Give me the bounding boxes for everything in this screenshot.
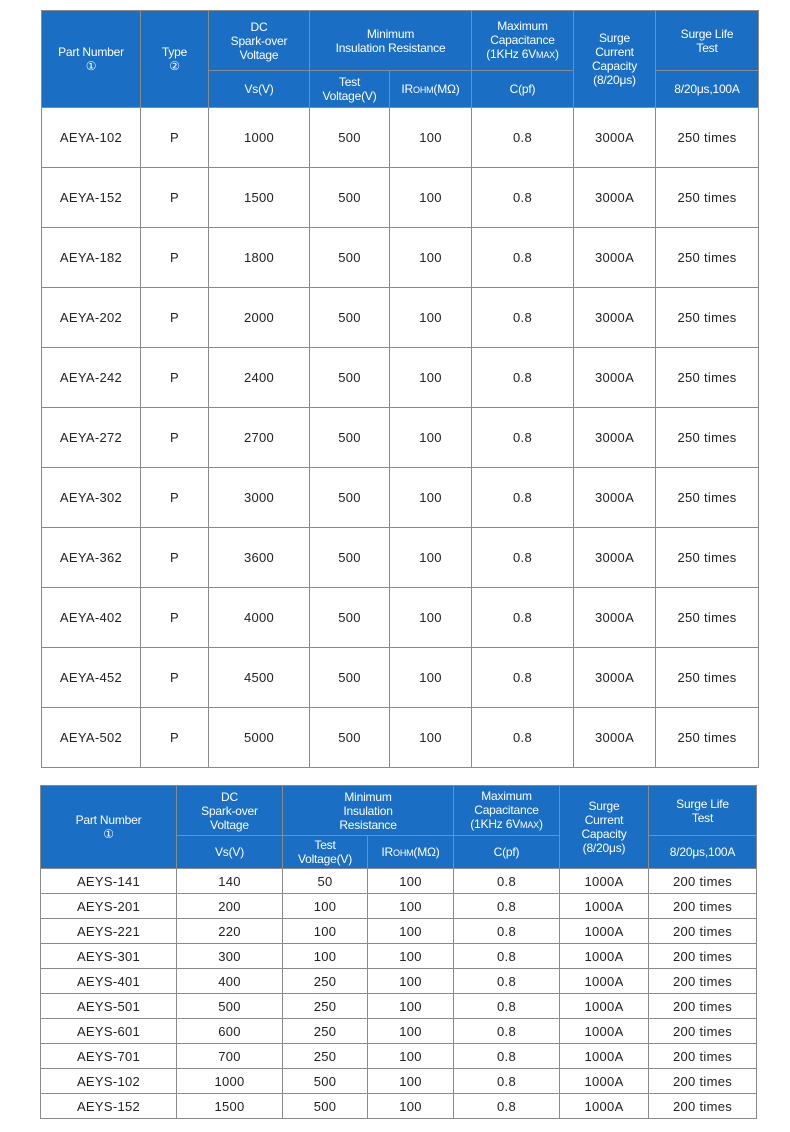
col-header-surge-life-cond: 8/20μs,100A bbox=[656, 71, 759, 108]
table-cell: 1800 bbox=[209, 228, 310, 288]
table-cell: 2700 bbox=[209, 408, 310, 468]
table-row bbox=[42, 648, 759, 708]
table-cell: 1000A bbox=[560, 1044, 649, 1069]
table-cell: 100 bbox=[283, 944, 368, 969]
table-cell: P bbox=[141, 228, 209, 288]
table-cell: AEYS-601 bbox=[41, 1019, 177, 1044]
table-cell: 3000A bbox=[574, 168, 656, 228]
table-cell: 200 times bbox=[649, 944, 757, 969]
table-cell: 200 times bbox=[649, 1019, 757, 1044]
table-cell: 0.8 bbox=[472, 468, 574, 528]
table-cell: 100 bbox=[368, 919, 454, 944]
table-cell: 4500 bbox=[209, 648, 310, 708]
table-cell: AEYS-102 bbox=[41, 1069, 177, 1094]
table-cell: 200 bbox=[177, 894, 283, 919]
table-row bbox=[41, 1044, 757, 1069]
table-cell: 0.8 bbox=[472, 528, 574, 588]
table-cell: 500 bbox=[310, 708, 390, 768]
col-header-part-number: Part Number ① bbox=[41, 786, 177, 869]
table-cell: AEYA-102 bbox=[42, 108, 141, 168]
table-cell: 250 times bbox=[656, 648, 759, 708]
table-cell: 400 bbox=[177, 969, 283, 994]
col-header-test-voltage: Test Voltage(V) bbox=[283, 836, 368, 869]
table-cell: 0.8 bbox=[454, 1094, 560, 1119]
table-cell: 1500 bbox=[209, 168, 310, 228]
table-cell: 100 bbox=[368, 969, 454, 994]
table-cell: AEYS-221 bbox=[41, 919, 177, 944]
table-cell: AEYA-152 bbox=[42, 168, 141, 228]
table-cell: AEYS-152 bbox=[41, 1094, 177, 1119]
table-cell: 500 bbox=[310, 528, 390, 588]
table-row bbox=[42, 228, 759, 288]
table-cell: 250 bbox=[283, 1044, 368, 1069]
table-row bbox=[41, 994, 757, 1019]
table-cell: 3000A bbox=[574, 228, 656, 288]
table-cell: 250 times bbox=[656, 408, 759, 468]
table-cell: AEYA-302 bbox=[42, 468, 141, 528]
table-cell: 500 bbox=[310, 408, 390, 468]
table-cell: 100 bbox=[368, 1069, 454, 1094]
col-header-dc-sparkover: DC Spark-over Voltage bbox=[177, 786, 283, 836]
table-row bbox=[41, 969, 757, 994]
col-header-min-insulation: Minimum Insulation Resistance bbox=[310, 11, 472, 71]
table-cell: P bbox=[141, 288, 209, 348]
table-row bbox=[41, 944, 757, 969]
table-cell: AEYA-242 bbox=[42, 348, 141, 408]
table-cell: 2000 bbox=[209, 288, 310, 348]
table-cell: P bbox=[141, 408, 209, 468]
col-header-max-capacitance: Maximum Capacitance (1KHz 6VMAX) bbox=[472, 11, 574, 71]
table-cell: P bbox=[141, 108, 209, 168]
table-cell: 300 bbox=[177, 944, 283, 969]
table-cell: 100 bbox=[368, 1044, 454, 1069]
table-cell: 1000A bbox=[560, 869, 649, 894]
table-row bbox=[42, 288, 759, 348]
table-cell: 1000A bbox=[560, 1069, 649, 1094]
table-cell: 0.8 bbox=[472, 168, 574, 228]
table-cell: 250 times bbox=[656, 288, 759, 348]
table-cell: P bbox=[141, 168, 209, 228]
table-cell: 100 bbox=[390, 348, 472, 408]
table-cell: 3000A bbox=[574, 588, 656, 648]
table-cell: 200 times bbox=[649, 869, 757, 894]
table-cell: 100 bbox=[368, 944, 454, 969]
table-cell: 100 bbox=[390, 168, 472, 228]
table-cell: 3000A bbox=[574, 708, 656, 768]
table-row bbox=[42, 348, 759, 408]
table-cell: AEYS-701 bbox=[41, 1044, 177, 1069]
table-cell: 0.8 bbox=[472, 408, 574, 468]
table-cell: 1000A bbox=[560, 919, 649, 944]
table-cell: 250 times bbox=[656, 168, 759, 228]
table-cell: 3000A bbox=[574, 648, 656, 708]
table-cell: AEYS-201 bbox=[41, 894, 177, 919]
table-cell: 100 bbox=[368, 1094, 454, 1119]
table-cell: 500 bbox=[310, 168, 390, 228]
table-cell: 100 bbox=[283, 894, 368, 919]
table-cell: 1000A bbox=[560, 1019, 649, 1044]
table-cell: 3000A bbox=[574, 408, 656, 468]
table-cell: AEYA-362 bbox=[42, 528, 141, 588]
col-header-max-capacitance: Maximum Capacitance (1KHz 6VMAX) bbox=[454, 786, 560, 836]
table-cell: 3000A bbox=[574, 468, 656, 528]
table-cell: 500 bbox=[310, 468, 390, 528]
table-cell: 0.8 bbox=[454, 1019, 560, 1044]
table-row bbox=[41, 1069, 757, 1094]
col-header-min-insulation: Minimum Insulation Resistance bbox=[283, 786, 454, 836]
table-cell: AEYA-202 bbox=[42, 288, 141, 348]
table-cell: 3000A bbox=[574, 348, 656, 408]
col-header-ir-ohm: IROHM(MΩ) bbox=[390, 71, 472, 108]
table-cell: P bbox=[141, 588, 209, 648]
table-cell: 0.8 bbox=[472, 588, 574, 648]
table-cell: AEYS-301 bbox=[41, 944, 177, 969]
table-cell: 0.8 bbox=[472, 348, 574, 408]
table-cell: 0.8 bbox=[454, 944, 560, 969]
table-cell: AEYA-182 bbox=[42, 228, 141, 288]
spec-table-aeys bbox=[40, 785, 757, 1119]
table-cell: 500 bbox=[310, 228, 390, 288]
table-cell: 250 times bbox=[656, 108, 759, 168]
table-cell: 100 bbox=[368, 994, 454, 1019]
table-cell: 100 bbox=[368, 869, 454, 894]
table-cell: 500 bbox=[310, 648, 390, 708]
table-row bbox=[41, 1019, 757, 1044]
table-cell: 1000A bbox=[560, 969, 649, 994]
table-cell: 1000 bbox=[177, 1069, 283, 1094]
table-cell: 100 bbox=[390, 288, 472, 348]
table-cell: 100 bbox=[390, 708, 472, 768]
table-cell: 0.8 bbox=[472, 108, 574, 168]
table-cell: 250 times bbox=[656, 348, 759, 408]
table-cell: 0.8 bbox=[472, 228, 574, 288]
table-cell: 3000A bbox=[574, 108, 656, 168]
table-cell: 3000A bbox=[574, 288, 656, 348]
table-cell: 500 bbox=[283, 1069, 368, 1094]
table-cell: P bbox=[141, 468, 209, 528]
col-header-surge-life: Surge Life Test bbox=[649, 786, 757, 836]
table-cell: 0.8 bbox=[454, 869, 560, 894]
table-cell: 200 times bbox=[649, 1069, 757, 1094]
table-cell: 250 times bbox=[656, 468, 759, 528]
col-header-surge-current: Surge Current Capacity (8/20μs) bbox=[560, 786, 649, 869]
col-header-vs: Vs(V) bbox=[209, 71, 310, 108]
table-cell: AEYA-452 bbox=[42, 648, 141, 708]
table-row bbox=[42, 468, 759, 528]
table-cell: 3000 bbox=[209, 468, 310, 528]
table-row bbox=[42, 108, 759, 168]
table-cell: 0.8 bbox=[454, 894, 560, 919]
table-row bbox=[41, 869, 757, 894]
table-cell: 700 bbox=[177, 1044, 283, 1069]
table-row bbox=[41, 1094, 757, 1119]
table-cell: 2400 bbox=[209, 348, 310, 408]
table-cell: 250 bbox=[283, 969, 368, 994]
table-row bbox=[42, 708, 759, 768]
table-cell: P bbox=[141, 528, 209, 588]
table-cell: AEYS-501 bbox=[41, 994, 177, 1019]
table-cell: 0.8 bbox=[472, 648, 574, 708]
table-cell: 1500 bbox=[177, 1094, 283, 1119]
table-cell: 100 bbox=[390, 528, 472, 588]
table-cell: 200 times bbox=[649, 894, 757, 919]
table-cell: 0.8 bbox=[454, 1069, 560, 1094]
col-header-test-voltage: Test Voltage(V) bbox=[310, 71, 390, 108]
col-header-part-number: Part Number ① bbox=[42, 11, 141, 108]
table-cell: P bbox=[141, 708, 209, 768]
table-cell: 100 bbox=[390, 588, 472, 648]
table-cell: 200 times bbox=[649, 1044, 757, 1069]
table-cell: 3600 bbox=[209, 528, 310, 588]
col-header-type: Type ② bbox=[141, 11, 209, 108]
spec-table-aeya-body bbox=[42, 108, 759, 768]
col-header-capacitance: C(pf) bbox=[472, 71, 574, 108]
table-cell: 100 bbox=[390, 648, 472, 708]
table-cell: 1000A bbox=[560, 1094, 649, 1119]
table-cell: 0.8 bbox=[454, 919, 560, 944]
table-cell: 200 times bbox=[649, 969, 757, 994]
table-cell: 100 bbox=[390, 228, 472, 288]
col-header-surge-current: Surge Current Capacity (8/20μs) bbox=[574, 11, 656, 108]
table-cell: 1000A bbox=[560, 994, 649, 1019]
table-cell: 1000A bbox=[560, 894, 649, 919]
table-cell: AEYA-272 bbox=[42, 408, 141, 468]
col-header-surge-life: Surge Life Test bbox=[656, 11, 759, 71]
table-cell: 3000A bbox=[574, 528, 656, 588]
table-cell: 220 bbox=[177, 919, 283, 944]
table-cell: AEYS-141 bbox=[41, 869, 177, 894]
table-cell: 0.8 bbox=[454, 994, 560, 1019]
col-header-dc-sparkover: DC Spark-over Voltage bbox=[209, 11, 310, 71]
table-cell: 140 bbox=[177, 869, 283, 894]
col-header-capacitance: C(pf) bbox=[454, 836, 560, 869]
col-header-surge-life-cond: 8/20μs,100A bbox=[649, 836, 757, 869]
table-row bbox=[42, 588, 759, 648]
table-cell: 100 bbox=[390, 408, 472, 468]
table-cell: 500 bbox=[310, 348, 390, 408]
table-cell: 100 bbox=[368, 894, 454, 919]
table-cell: 250 bbox=[283, 994, 368, 1019]
col-header-ir-ohm: IROHM(MΩ) bbox=[368, 836, 454, 869]
spec-table-aeya bbox=[41, 10, 759, 768]
table-cell: 1000 bbox=[209, 108, 310, 168]
table-cell: 0.8 bbox=[472, 708, 574, 768]
table-row bbox=[42, 408, 759, 468]
table-row bbox=[42, 528, 759, 588]
table-cell: 5000 bbox=[209, 708, 310, 768]
spec-table-aeys-body bbox=[41, 869, 757, 1119]
table-cell: 500 bbox=[310, 588, 390, 648]
table-cell: 500 bbox=[310, 108, 390, 168]
table-cell: 100 bbox=[390, 468, 472, 528]
table-cell: 100 bbox=[390, 108, 472, 168]
table-cell: 50 bbox=[283, 869, 368, 894]
table-cell: 500 bbox=[177, 994, 283, 1019]
table-cell: 250 times bbox=[656, 708, 759, 768]
table-cell: 250 times bbox=[656, 228, 759, 288]
table-row bbox=[41, 894, 757, 919]
table-cell: P bbox=[141, 348, 209, 408]
table-cell: AEYA-402 bbox=[42, 588, 141, 648]
table-row bbox=[42, 168, 759, 228]
table-cell: 200 times bbox=[649, 994, 757, 1019]
table-cell: 0.8 bbox=[454, 1044, 560, 1069]
table-cell: 1000A bbox=[560, 944, 649, 969]
table-cell: 500 bbox=[283, 1094, 368, 1119]
table-cell: P bbox=[141, 648, 209, 708]
table-cell: 250 times bbox=[656, 588, 759, 648]
table-cell: 250 times bbox=[656, 528, 759, 588]
table-cell: AEYS-401 bbox=[41, 969, 177, 994]
table-cell: 250 bbox=[283, 1019, 368, 1044]
table-row bbox=[41, 919, 757, 944]
table-cell: 0.8 bbox=[454, 969, 560, 994]
table-cell: 200 times bbox=[649, 1094, 757, 1119]
table-cell: 100 bbox=[283, 919, 368, 944]
table-cell: 0.8 bbox=[472, 288, 574, 348]
table-cell: 200 times bbox=[649, 919, 757, 944]
table-cell: 600 bbox=[177, 1019, 283, 1044]
col-header-vs: Vs(V) bbox=[177, 836, 283, 869]
table-cell: 100 bbox=[368, 1019, 454, 1044]
table-cell: 4000 bbox=[209, 588, 310, 648]
table-cell: AEYA-502 bbox=[42, 708, 141, 768]
table-cell: 500 bbox=[310, 288, 390, 348]
